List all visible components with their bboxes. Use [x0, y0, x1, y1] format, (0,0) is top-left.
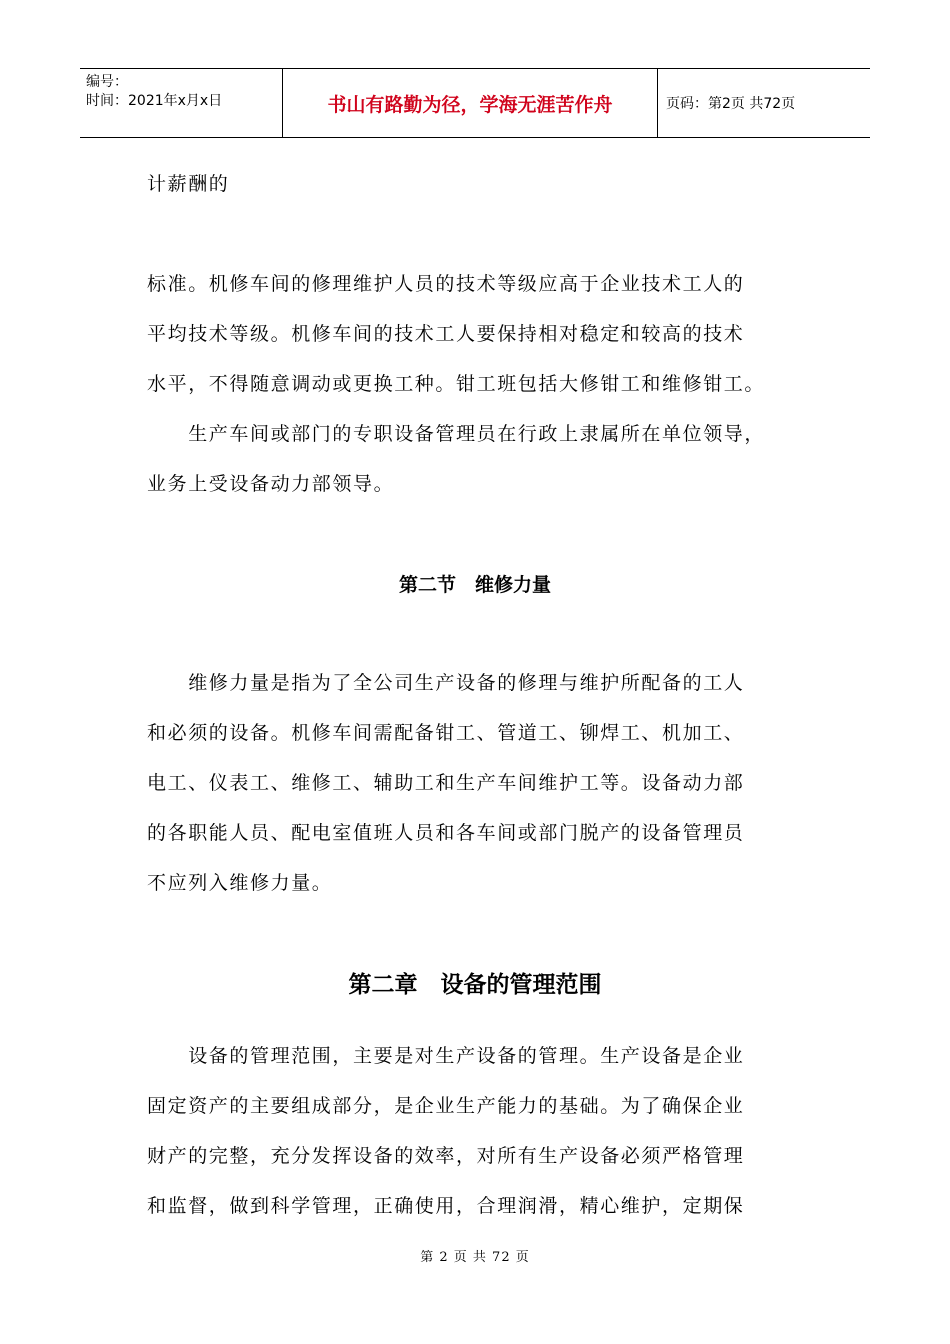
header-page-info: 页码：第2页 共72页 — [666, 96, 796, 112]
text-line: 水平，不得随意调动或更换工种。钳工班包括大修钳工和维修钳工。 — [147, 373, 766, 395]
time-label: 时间：2021年x月x日 — [86, 93, 223, 109]
paragraph-3 — [147, 658, 817, 908]
text-line: 和监督，做到科学管理，正确使用，合理润滑，精心维护，定期保 — [147, 1195, 745, 1217]
page-footer: 第 2 页 共 72 页 — [420, 1250, 530, 1265]
paragraph-2 — [147, 409, 817, 509]
text-line: 的各职能人员、配电室值班人员和各车间或部门脱产的设备管理员 — [147, 822, 745, 844]
text-line: 不应列入维修力量。 — [147, 872, 333, 894]
serial-label: 编号： — [86, 74, 128, 90]
text-line: 标准。机修车间的修理维护人员的技术等级应高于企业技术工人的 — [147, 273, 745, 295]
text-line: 维修力量是指为了全公司生产设备的修理与维护所配备的工人 — [147, 672, 745, 694]
paragraph-fragment: 计薪酬的 — [147, 173, 230, 195]
text-line: 平均技术等级。机修车间的技术工人要保持相对稳定和较高的技术 — [147, 323, 745, 345]
paragraph-4 — [147, 1031, 817, 1231]
text-line: 业务上受设备动力部领导。 — [147, 473, 395, 495]
header-meta — [80, 69, 282, 137]
text-line: 和必须的设备。机修车间需配备钳工、管道工、铆焊工、机加工、 — [147, 722, 745, 744]
text-line: 电工、仪表工、维修工、辅助工和生产车间维护工等。设备动力部 — [147, 772, 745, 794]
text-line: 财产的完整，充分发挥设备的效率，对所有生产设备必须严格管理 — [147, 1145, 745, 1167]
header-motto: 书山有路勤为径，学海无涯苦作舟 — [282, 69, 658, 137]
chapter-title: 第二章 设备的管理范围 — [348, 972, 602, 998]
page-header — [80, 68, 870, 138]
text-line: 生产车间或部门的专职设备管理员在行政上隶属所在单位领导， — [147, 423, 766, 445]
section-title: 第二节 维修力量 — [398, 574, 551, 596]
paragraph-1 — [147, 259, 817, 409]
text-line: 设备的管理范围，主要是对生产设备的管理。生产设备是企业 — [147, 1045, 745, 1067]
text-line: 固定资产的主要组成部分，是企业生产能力的基础。为了确保企业 — [147, 1095, 745, 1117]
